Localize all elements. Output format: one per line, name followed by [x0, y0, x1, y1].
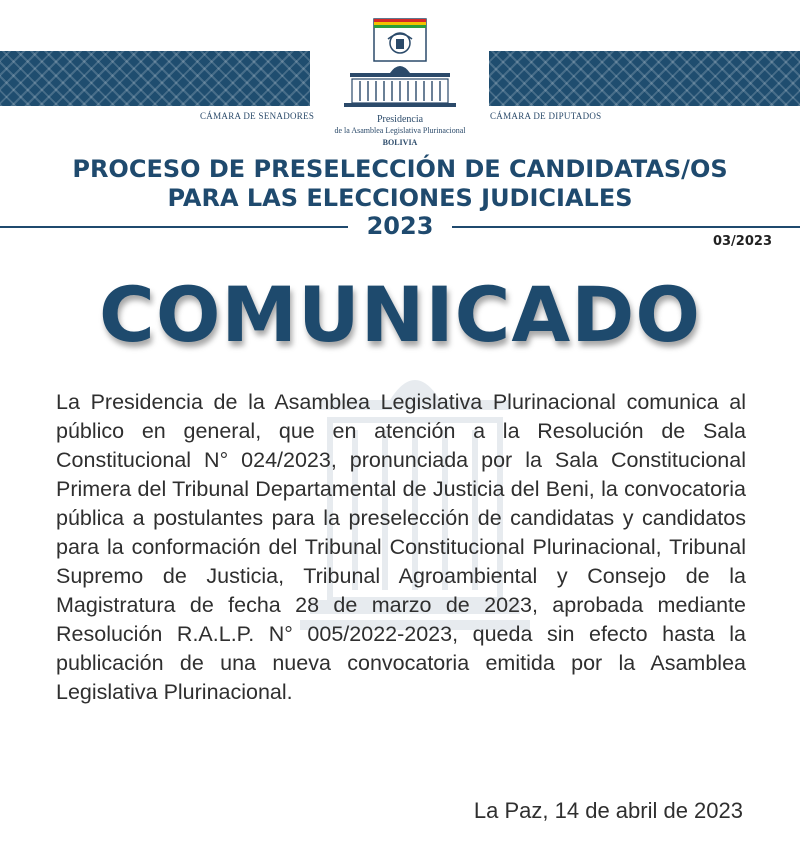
- decorative-band-left: [0, 51, 310, 106]
- title-line-2: PARA LAS ELECCIONES JUDICIALES: [167, 184, 633, 212]
- title-year: 2023: [366, 212, 434, 240]
- logo-assembly-label: de la Asamblea Legislativa Plurinacional: [334, 126, 466, 135]
- announcement-body: La Presidencia de la Asamblea Legislativa Plurinacional comunica al público en general, que en atención a la Resolución de Sala Constitucional N° 024/2023, pronunciada por la Sala Constitucional Primera del Tribunal Departamental de Justicia del Beni, la convocatoria pública a postulantes para la preselección de candidatas y candidatos para la conformación del Tribunal Constitucional Plurinacional, Tribunal Supremo de Justicia, Tribunal Agroambiental y Consejo de la Magistratura de fecha 28 de marzo de 2023, aprobada mediante Resolución R.A.L.P. N° 005/2022-2023, queda sin efecto hasta la publicación de una nueva convocatoria emitida por la Asamblea Legislativa Plurinacional.: [56, 390, 746, 704]
- logo-country-label: BOLIVIA: [382, 138, 418, 147]
- senate-chamber-label: CÁMARA DE SENADORES: [200, 111, 315, 121]
- logo-presidency-label: Presidencia: [376, 114, 424, 125]
- assembly-building-logo: [330, 15, 470, 125]
- place-and-date: La Paz, 14 de abril de 2023: [473, 798, 743, 823]
- notice-number: 03/2023: [712, 234, 772, 249]
- heading-comunicado: COMUNICADO: [99, 270, 701, 359]
- decorative-band-right: [489, 51, 800, 106]
- title-line-1: PROCESO DE PRESELECCIÓN DE CANDIDATAS/OS: [72, 155, 728, 183]
- deputies-chamber-label: CÁMARA DE DIPUTADOS: [490, 111, 602, 121]
